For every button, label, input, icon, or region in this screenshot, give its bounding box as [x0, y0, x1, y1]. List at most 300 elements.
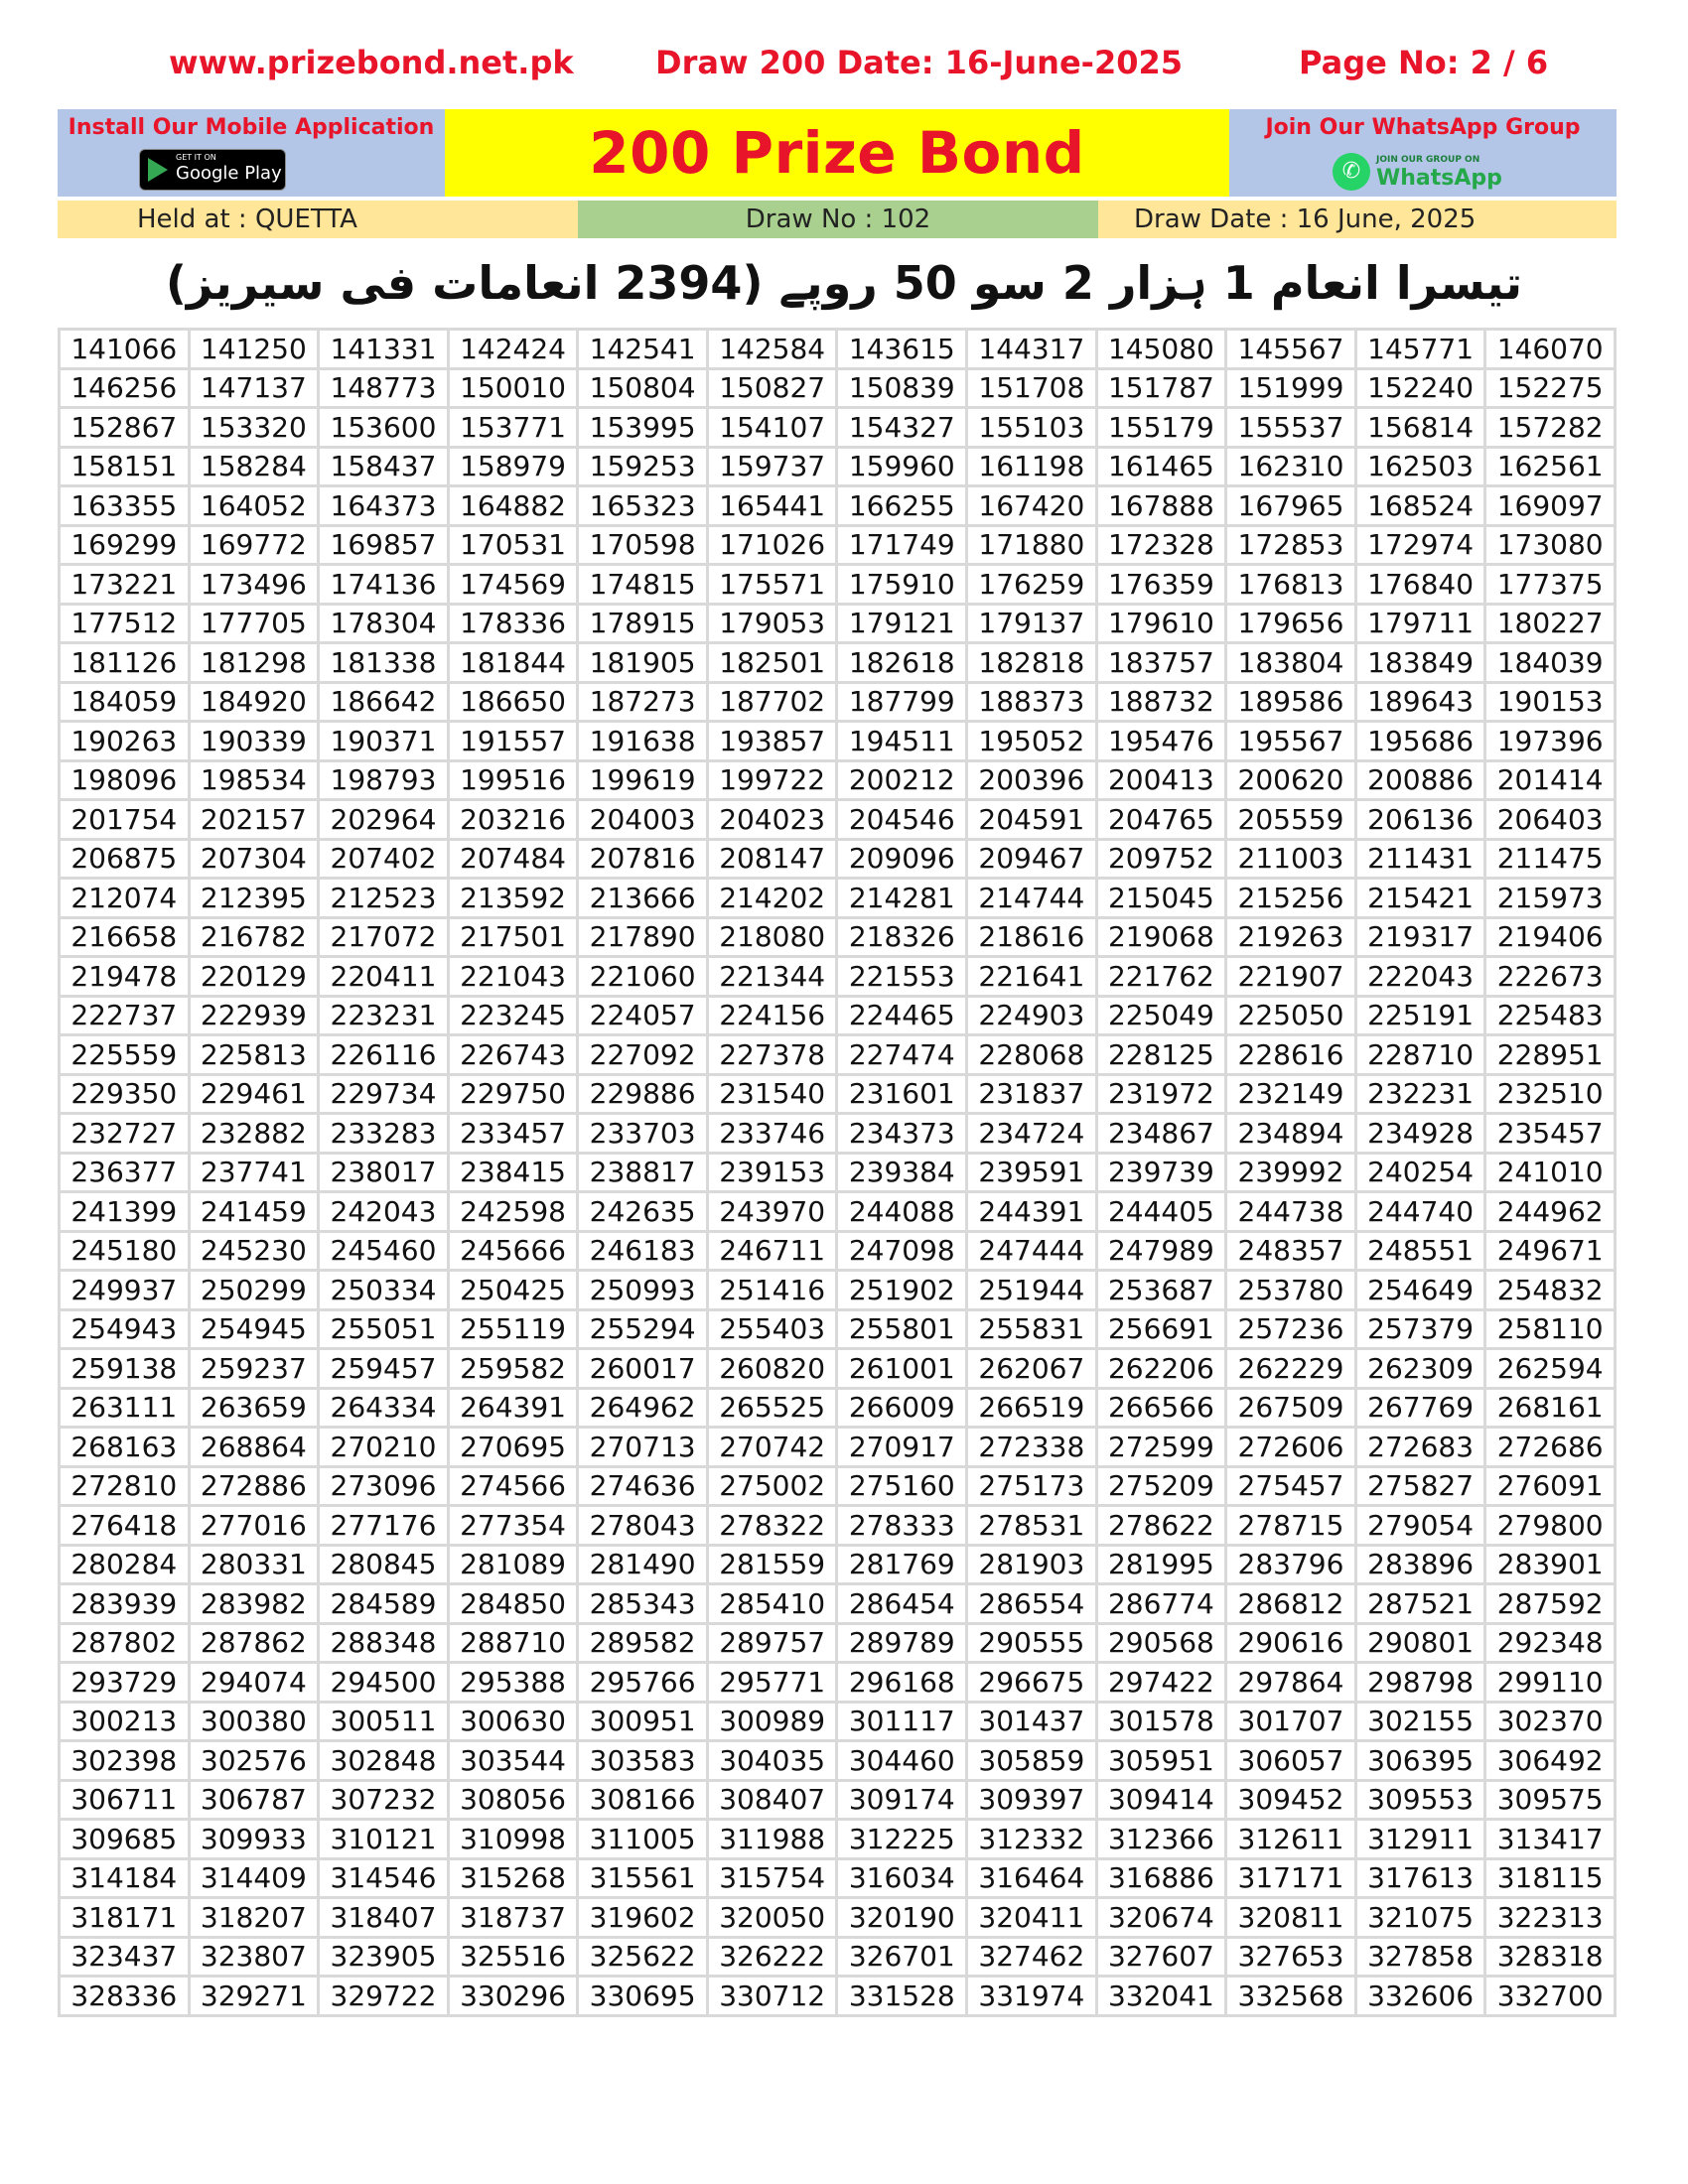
- bond-number-cell: 245666: [448, 1231, 578, 1271]
- bond-number-cell: 276418: [60, 1506, 190, 1546]
- bond-number-cell: 206403: [1485, 800, 1616, 840]
- table-row: [60, 917, 1616, 957]
- bond-number-cell: 330712: [707, 1977, 837, 2016]
- bond-number-cell: 231972: [1096, 1074, 1226, 1114]
- bond-number-cell: 308056: [448, 1780, 578, 1820]
- table-row: [60, 996, 1616, 1035]
- bond-number-cell: 312611: [1226, 1820, 1356, 1859]
- bond-number-cell: 204003: [578, 800, 708, 840]
- bond-number-cell: 318737: [448, 1898, 578, 1938]
- bond-number-cell: 255831: [967, 1309, 1097, 1349]
- bond-number-cell: 278622: [1096, 1506, 1226, 1546]
- bond-number-cell: 296168: [837, 1663, 967, 1703]
- bond-number-cell: 258110: [1485, 1309, 1616, 1349]
- bond-number-cell: 195686: [1355, 722, 1485, 761]
- bond-number-cell: 229461: [189, 1074, 319, 1114]
- bond-number-cell: 201754: [60, 800, 190, 840]
- bond-number-cell: 279054: [1355, 1506, 1485, 1546]
- bond-number-cell: 227092: [578, 1035, 708, 1075]
- table-row: [60, 1192, 1616, 1232]
- bond-number-cell: 264391: [448, 1388, 578, 1428]
- bond-number-cell: 159253: [578, 447, 708, 486]
- bond-number-cell: 209752: [1096, 839, 1226, 879]
- bond-number-cell: 301578: [1096, 1702, 1226, 1741]
- bond-number-cell: 317171: [1226, 1858, 1356, 1898]
- bond-number-cell: 270695: [448, 1428, 578, 1467]
- bond-number-cell: 332041: [1096, 1977, 1226, 2016]
- bond-number-cell: 277354: [448, 1506, 578, 1546]
- bond-number-cell: 183804: [1226, 643, 1356, 683]
- bond-number-cell: 315268: [448, 1858, 578, 1898]
- bond-number-cell: 255119: [448, 1309, 578, 1349]
- bond-number-cell: 221344: [707, 957, 837, 997]
- bond-number-cell: 231540: [707, 1074, 837, 1114]
- bond-number-cell: 231601: [837, 1074, 967, 1114]
- bond-number-cell: 190339: [189, 722, 319, 761]
- bond-number-cell: 253780: [1226, 1271, 1356, 1310]
- bond-number-cell: 306395: [1355, 1741, 1485, 1781]
- bond-number-cell: 176359: [1096, 565, 1226, 605]
- bond-number-cell: 218080: [707, 917, 837, 957]
- bond-number-cell: 260820: [707, 1349, 837, 1389]
- bond-number-cell: 229734: [319, 1074, 449, 1114]
- bond-number-cell: 239739: [1096, 1153, 1226, 1192]
- bond-number-cell: 325622: [578, 1937, 708, 1977]
- bond-number-cell: 184039: [1485, 643, 1616, 683]
- bond-number-cell: 238017: [319, 1153, 449, 1192]
- bond-number-cell: 232231: [1355, 1074, 1485, 1114]
- bond-number-cell: 173080: [1485, 525, 1616, 565]
- page-title: 200 Prize Bond: [589, 119, 1085, 187]
- bond-number-cell: 305859: [967, 1741, 1097, 1781]
- bond-number-cell: 330695: [578, 1977, 708, 2016]
- bond-number-cell: 205559: [1226, 800, 1356, 840]
- bond-number-cell: 169772: [189, 525, 319, 565]
- bond-number-cell: 182501: [707, 643, 837, 683]
- bond-number-cell: 270210: [319, 1428, 449, 1467]
- bond-number-cell: 152275: [1485, 368, 1616, 408]
- bond-number-cell: 164373: [319, 486, 449, 526]
- table-row: [60, 330, 1616, 369]
- bond-number-cell: 181905: [578, 643, 708, 683]
- bond-number-cell: 251944: [967, 1271, 1097, 1310]
- bond-number-cell: 283796: [1226, 1545, 1356, 1584]
- bond-number-cell: 178304: [319, 604, 449, 643]
- bond-number-cell: 234724: [967, 1114, 1097, 1154]
- bond-number-cell: 320050: [707, 1898, 837, 1938]
- bond-number-cell: 167420: [967, 486, 1097, 526]
- bond-number-cell: 184059: [60, 682, 190, 722]
- bond-number-cell: 229886: [578, 1074, 708, 1114]
- table-row: [60, 368, 1616, 408]
- info-bar: [58, 201, 1617, 238]
- draw-title: Draw 200 Date: 16-June-2025: [655, 44, 1183, 81]
- bond-number-cell: 254832: [1485, 1271, 1616, 1310]
- bond-number-cell: 221762: [1096, 957, 1226, 997]
- bond-number-cell: 198096: [60, 760, 190, 800]
- table-row: [60, 1820, 1616, 1859]
- bond-number-cell: 289582: [578, 1623, 708, 1663]
- bond-number-cell: 206875: [60, 839, 190, 879]
- bond-number-cell: 242598: [448, 1192, 578, 1232]
- bond-number-cell: 278333: [837, 1506, 967, 1546]
- site-link[interactable]: www.prizebond.net.pk: [169, 44, 574, 81]
- bond-number-cell: 309452: [1226, 1780, 1356, 1820]
- bond-number-cell: 326222: [707, 1937, 837, 1977]
- bond-number-cell: 259457: [319, 1349, 449, 1389]
- bond-number-cell: 219068: [1096, 917, 1226, 957]
- bond-number-cell: 266519: [967, 1388, 1097, 1428]
- table-row: [60, 408, 1616, 448]
- banner: [58, 109, 1617, 197]
- bond-number-cell: 212395: [189, 879, 319, 918]
- bond-number-cell: 292348: [1485, 1623, 1616, 1663]
- bond-number-cell: 195476: [1096, 722, 1226, 761]
- bond-number-cell: 163355: [60, 486, 190, 526]
- bond-number-cell: 151708: [967, 368, 1097, 408]
- gplay-small-text: GET IT ON: [176, 153, 216, 162]
- bond-number-cell: 158979: [448, 447, 578, 486]
- bond-number-cell: 320811: [1226, 1898, 1356, 1938]
- bond-number-cell: 297422: [1096, 1663, 1226, 1703]
- bond-number-cell: 281490: [578, 1545, 708, 1584]
- bond-number-cell: 306492: [1485, 1741, 1616, 1781]
- bond-number-cell: 211431: [1355, 839, 1485, 879]
- bond-number-cell: 169857: [319, 525, 449, 565]
- bond-number-cell: 327858: [1355, 1937, 1485, 1977]
- table-row: [60, 1349, 1616, 1389]
- bond-number-cell: 275827: [1355, 1466, 1485, 1506]
- table-row: [60, 1780, 1616, 1820]
- bond-number-cell: 249937: [60, 1271, 190, 1310]
- bond-number-cell: 152240: [1355, 368, 1485, 408]
- bond-number-cell: 280845: [319, 1545, 449, 1584]
- bond-number-cell: 240254: [1355, 1153, 1485, 1192]
- table-row: [60, 1663, 1616, 1703]
- bond-number-cell: 278715: [1226, 1506, 1356, 1546]
- bond-number-cell: 144317: [967, 330, 1097, 369]
- gplay-big-text: Google Play: [176, 163, 282, 184]
- bond-number-cell: 200413: [1096, 760, 1226, 800]
- bond-number-cell: 293729: [60, 1663, 190, 1703]
- bond-number-cell: 270713: [578, 1428, 708, 1467]
- bond-number-cell: 254945: [189, 1309, 319, 1349]
- bond-number-cell: 284589: [319, 1584, 449, 1624]
- bond-number-cell: 287521: [1355, 1584, 1485, 1624]
- bond-number-cell: 150827: [707, 368, 837, 408]
- bond-number-cell: 198534: [189, 760, 319, 800]
- draw-date: Draw Date : 16 June, 2025: [1098, 201, 1617, 238]
- bond-number-cell: 187273: [578, 682, 708, 722]
- bond-number-cell: 280331: [189, 1545, 319, 1584]
- table-row: [60, 1153, 1616, 1192]
- bond-number-cell: 158437: [319, 447, 449, 486]
- bond-number-cell: 318407: [319, 1898, 449, 1938]
- bond-number-cell: 225813: [189, 1035, 319, 1075]
- bond-number-cell: 256691: [1096, 1309, 1226, 1349]
- bond-number-cell: 232882: [189, 1114, 319, 1154]
- bond-number-cell: 309685: [60, 1820, 190, 1859]
- bond-number-cell: 278531: [967, 1506, 1097, 1546]
- bond-number-cell: 268161: [1485, 1388, 1616, 1428]
- bond-number-cell: 155103: [967, 408, 1097, 448]
- bond-number-cell: 259138: [60, 1349, 190, 1389]
- bond-number-cell: 272683: [1355, 1428, 1485, 1467]
- bond-number-cell: 228951: [1485, 1035, 1616, 1075]
- bond-number-cell: 283896: [1355, 1545, 1485, 1584]
- bond-number-cell: 206136: [1355, 800, 1485, 840]
- bond-number-cell: 332700: [1485, 1977, 1616, 2016]
- bond-number-cell: 272338: [967, 1428, 1097, 1467]
- bond-number-cell: 225559: [60, 1035, 190, 1075]
- bond-number-cell: 222737: [60, 996, 190, 1035]
- bond-number-cell: 245460: [319, 1231, 449, 1271]
- bond-number-cell: 226743: [448, 1035, 578, 1075]
- bond-number-cell: 179711: [1355, 604, 1485, 643]
- bond-number-cell: 156814: [1355, 408, 1485, 448]
- bond-number-table: [58, 328, 1617, 2017]
- bond-number-cell: 259237: [189, 1349, 319, 1389]
- bond-number-cell: 218326: [837, 917, 967, 957]
- bond-number-cell: 208147: [707, 839, 837, 879]
- bond-number-cell: 182818: [967, 643, 1097, 683]
- bond-number-cell: 277016: [189, 1506, 319, 1546]
- bond-number-cell: 332606: [1355, 1977, 1485, 2016]
- table-row: [60, 447, 1616, 486]
- table-row: [60, 839, 1616, 879]
- bond-number-cell: 242043: [319, 1192, 449, 1232]
- whatsapp-panel: [1229, 109, 1617, 197]
- whatsapp-icon: ✆: [1333, 153, 1370, 191]
- bond-number-cell: 232727: [60, 1114, 190, 1154]
- bond-number-cell: 301117: [837, 1702, 967, 1741]
- bond-number-cell: 219478: [60, 957, 190, 997]
- bond-number-cell: 171749: [837, 525, 967, 565]
- bond-number-cell: 262309: [1355, 1349, 1485, 1389]
- bond-number-cell: 302848: [319, 1741, 449, 1781]
- bond-number-cell: 255294: [578, 1309, 708, 1349]
- bond-number-cell: 158284: [189, 447, 319, 486]
- table-row: [60, 1231, 1616, 1271]
- bond-number-cell: 207816: [578, 839, 708, 879]
- bond-number-cell: 316034: [837, 1858, 967, 1898]
- table-row: [60, 1977, 1616, 2016]
- bond-number-cell: 228616: [1226, 1035, 1356, 1075]
- bond-number-cell: 169097: [1485, 486, 1616, 526]
- bond-number-cell: 153771: [448, 408, 578, 448]
- bond-number-cell: 173496: [189, 565, 319, 605]
- bond-number-cell: 277176: [319, 1506, 449, 1546]
- bond-number-cell: 249671: [1485, 1231, 1616, 1271]
- bond-number-cell: 312225: [837, 1820, 967, 1859]
- bond-number-cell: 200212: [837, 760, 967, 800]
- bond-number-cell: 204765: [1096, 800, 1226, 840]
- bond-number-cell: 247444: [967, 1231, 1097, 1271]
- bond-number-cell: 233457: [448, 1114, 578, 1154]
- bond-number-cell: 145080: [1096, 330, 1226, 369]
- bond-number-cell: 315754: [707, 1858, 837, 1898]
- bond-number-cell: 328336: [60, 1977, 190, 2016]
- bond-number-cell: 261001: [837, 1349, 967, 1389]
- table-row: [60, 1428, 1616, 1467]
- bond-number-cell: 224465: [837, 996, 967, 1035]
- bond-number-cell: 227474: [837, 1035, 967, 1075]
- bond-number-cell: 316464: [967, 1858, 1097, 1898]
- bond-number-cell: 146256: [60, 368, 190, 408]
- bond-number-cell: 303544: [448, 1741, 578, 1781]
- bond-number-cell: 316886: [1096, 1858, 1226, 1898]
- bond-number-cell: 157282: [1485, 408, 1616, 448]
- bond-number-cell: 145567: [1226, 330, 1356, 369]
- bond-number-cell: 311988: [707, 1820, 837, 1859]
- bond-number-cell: 141250: [189, 330, 319, 369]
- bond-number-cell: 209096: [837, 839, 967, 879]
- bond-number-cell: 204546: [837, 800, 967, 840]
- bond-number-cell: 188373: [967, 682, 1097, 722]
- bond-number-cell: 255051: [319, 1309, 449, 1349]
- bond-number-cell: 234373: [837, 1114, 967, 1154]
- bond-number-cell: 272886: [189, 1466, 319, 1506]
- bond-number-cell: 287802: [60, 1623, 190, 1663]
- table-row: [60, 1466, 1616, 1506]
- bond-number-cell: 215256: [1226, 879, 1356, 918]
- bond-number-cell: 189643: [1355, 682, 1485, 722]
- table-row: [60, 643, 1616, 683]
- bond-number-cell: 184920: [189, 682, 319, 722]
- bond-number-cell: 250299: [189, 1271, 319, 1310]
- bond-number-cell: 236377: [60, 1153, 190, 1192]
- bond-number-cell: 178336: [448, 604, 578, 643]
- bond-number-cell: 266009: [837, 1388, 967, 1428]
- bond-number-cell: 312366: [1096, 1820, 1226, 1859]
- whatsapp-badge[interactable]: [1333, 153, 1511, 193]
- bond-number-cell: 263659: [189, 1388, 319, 1428]
- wa-small-text: JOIN OUR GROUP ON: [1376, 155, 1480, 165]
- bond-number-cell: 204023: [707, 800, 837, 840]
- table-row: [60, 879, 1616, 918]
- bond-number-cell: 219263: [1226, 917, 1356, 957]
- bond-number-cell: 299110: [1485, 1663, 1616, 1703]
- bond-number-cell: 246183: [578, 1231, 708, 1271]
- table-row: [60, 1035, 1616, 1075]
- bond-number-cell: 308166: [578, 1780, 708, 1820]
- bond-number-cell: 281769: [837, 1545, 967, 1584]
- bond-number-cell: 229750: [448, 1074, 578, 1114]
- bond-number-cell: 275173: [967, 1466, 1097, 1506]
- bond-number-cell: 270742: [707, 1428, 837, 1467]
- bond-number-cell: 320411: [967, 1898, 1097, 1938]
- bond-number-cell: 268864: [189, 1428, 319, 1467]
- bond-number-cell: 207304: [189, 839, 319, 879]
- bond-number-cell: 197396: [1485, 722, 1616, 761]
- bond-number-cell: 214744: [967, 879, 1097, 918]
- bond-number-cell: 243970: [707, 1192, 837, 1232]
- bond-number-cell: 255801: [837, 1309, 967, 1349]
- table-row: [60, 1114, 1616, 1154]
- bond-number-cell: 217890: [578, 917, 708, 957]
- bond-number-cell: 320190: [837, 1898, 967, 1938]
- bond-number-cell: 300213: [60, 1702, 190, 1741]
- bond-number-cell: 323807: [189, 1937, 319, 1977]
- bond-number-cell: 272686: [1485, 1428, 1616, 1467]
- bond-number-cell: 332568: [1226, 1977, 1356, 2016]
- bond-number-cell: 314409: [189, 1858, 319, 1898]
- bond-number-cell: 190371: [319, 722, 449, 761]
- bond-number-cell: 309397: [967, 1780, 1097, 1820]
- bond-number-cell: 190263: [60, 722, 190, 761]
- bond-number-cell: 286774: [1096, 1584, 1226, 1624]
- bond-number-cell: 221060: [578, 957, 708, 997]
- bond-number-cell: 239384: [837, 1153, 967, 1192]
- bond-number-cell: 222939: [189, 996, 319, 1035]
- bond-number-cell: 231837: [967, 1074, 1097, 1114]
- bond-number-cell: 264334: [319, 1388, 449, 1428]
- bond-number-cell: 301437: [967, 1702, 1097, 1741]
- google-play-badge[interactable]: [139, 149, 286, 191]
- bond-number-cell: 260017: [578, 1349, 708, 1389]
- bond-number-cell: 181338: [319, 643, 449, 683]
- bond-number-cell: 143615: [837, 330, 967, 369]
- bond-number-cell: 223245: [448, 996, 578, 1035]
- bond-number-cell: 289757: [707, 1623, 837, 1663]
- bond-number-cell: 162561: [1485, 447, 1616, 486]
- bond-number-cell: 179121: [837, 604, 967, 643]
- bond-number-cell: 228068: [967, 1035, 1097, 1075]
- bond-number-cell: 158151: [60, 447, 190, 486]
- table-row: [60, 682, 1616, 722]
- bond-number-cell: 278043: [578, 1506, 708, 1546]
- bond-number-cell: 264962: [578, 1388, 708, 1428]
- bond-number-cell: 215045: [1096, 879, 1226, 918]
- bond-number-cell: 251902: [837, 1271, 967, 1310]
- bond-number-cell: 297864: [1226, 1663, 1356, 1703]
- bond-number-cell: 312911: [1355, 1820, 1485, 1859]
- bond-number-cell: 224156: [707, 996, 837, 1035]
- bond-number-cell: 179610: [1096, 604, 1226, 643]
- bond-number-cell: 147137: [189, 368, 319, 408]
- bond-number-cell: 151787: [1096, 368, 1226, 408]
- bond-number-cell: 253687: [1096, 1271, 1226, 1310]
- table-row: [60, 1388, 1616, 1428]
- bond-number-cell: 224057: [578, 996, 708, 1035]
- bond-number-cell: 284850: [448, 1584, 578, 1624]
- bond-number-cell: 285343: [578, 1584, 708, 1624]
- bond-number-cell: 224903: [967, 996, 1097, 1035]
- bond-number-cell: 155537: [1226, 408, 1356, 448]
- bond-number-cell: 290616: [1226, 1623, 1356, 1663]
- urdu-heading: تیسرا انعام 1 ہزار 2 سو 50 روپے (2394 انعامات فی سیریز): [165, 256, 1523, 310]
- bond-number-cell: 183757: [1096, 643, 1226, 683]
- bond-number-cell: 212523: [319, 879, 449, 918]
- bond-number-cell: 170598: [578, 525, 708, 565]
- bond-number-cell: 232149: [1226, 1074, 1356, 1114]
- bond-number-cell: 195052: [967, 722, 1097, 761]
- bond-number-cell: 274566: [448, 1466, 578, 1506]
- bond-number-cell: 247098: [837, 1231, 967, 1271]
- bond-number-cell: 175910: [837, 565, 967, 605]
- bond-number-cell: 329271: [189, 1977, 319, 2016]
- bond-number-cell: 215973: [1485, 879, 1616, 918]
- bond-number-cell: 199619: [578, 760, 708, 800]
- bond-number-cell: 320674: [1096, 1898, 1226, 1938]
- table-row: [60, 1898, 1616, 1938]
- bond-number-cell: 186642: [319, 682, 449, 722]
- bond-number-cell: 150839: [837, 368, 967, 408]
- bond-number-cell: 270917: [837, 1428, 967, 1467]
- bond-number-cell: 295388: [448, 1663, 578, 1703]
- bond-number-cell: 227378: [707, 1035, 837, 1075]
- bond-number-cell: 202157: [189, 800, 319, 840]
